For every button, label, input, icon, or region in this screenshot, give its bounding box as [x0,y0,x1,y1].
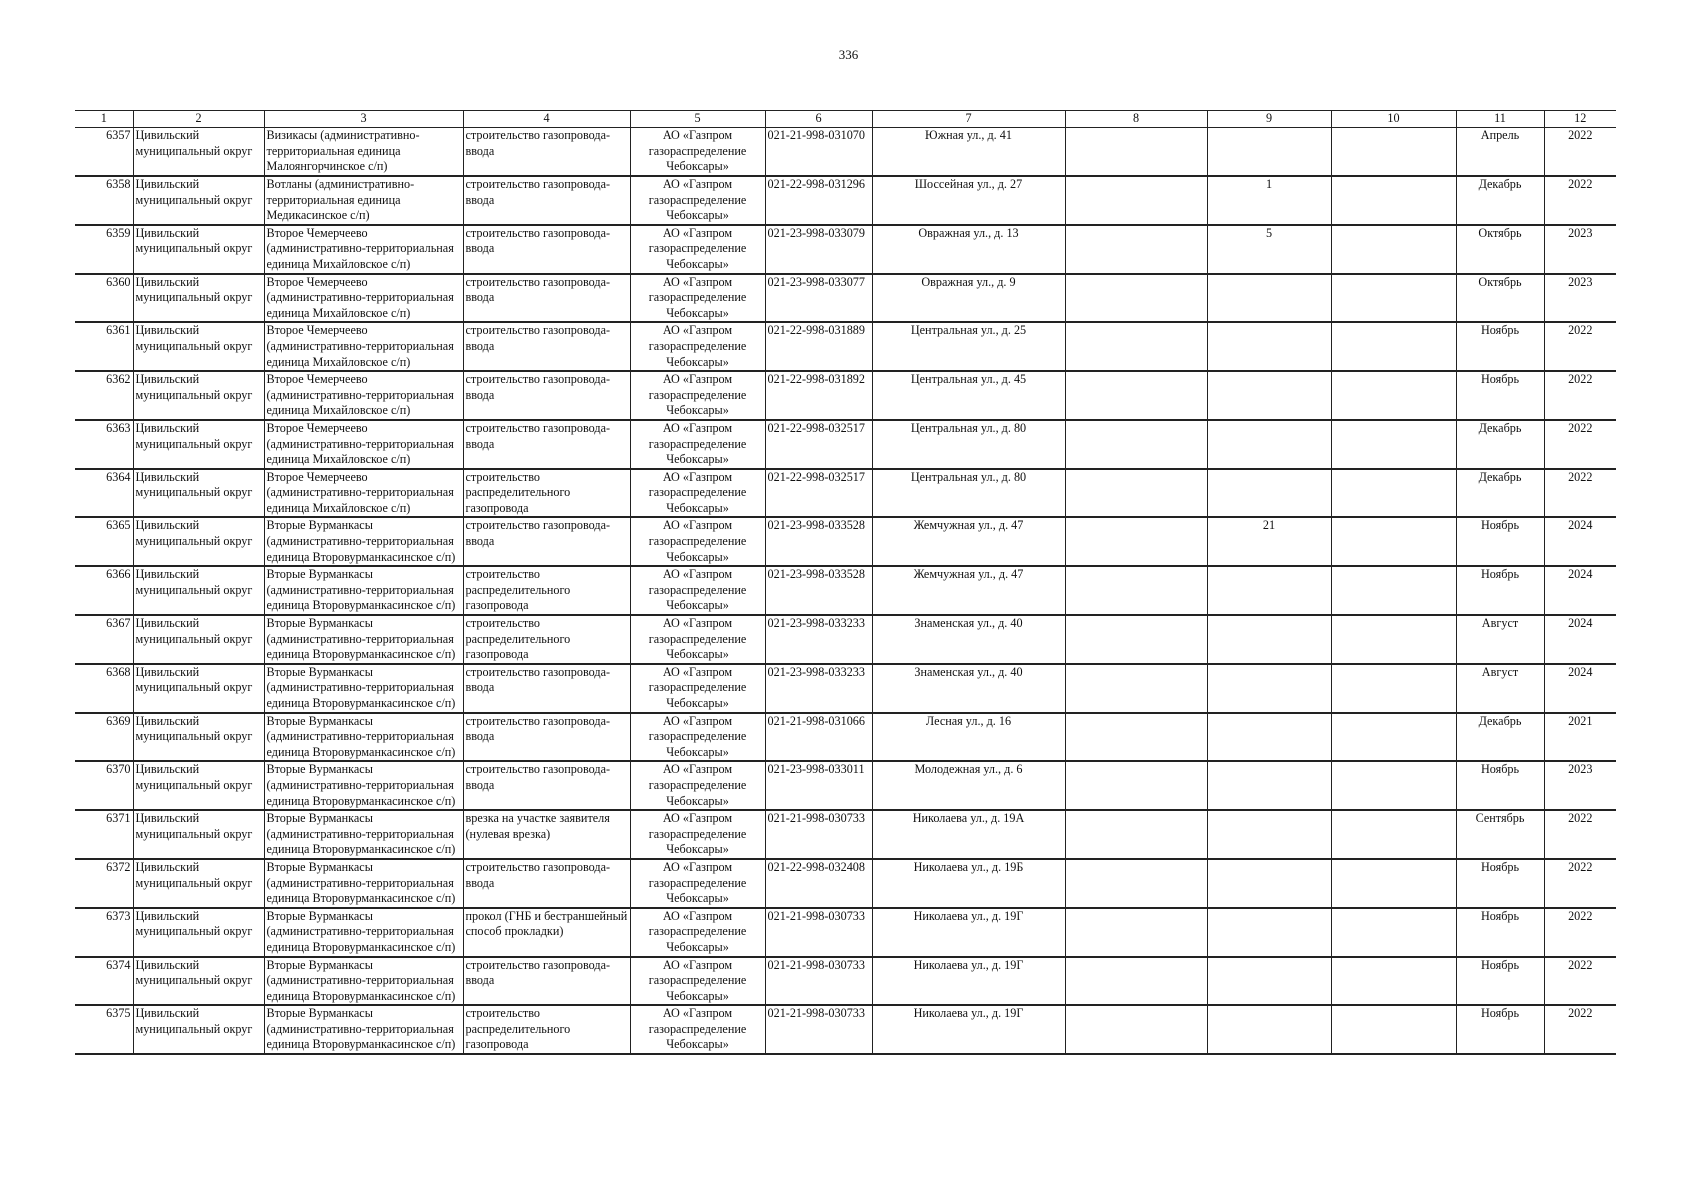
column-9-cell [1207,469,1331,518]
row-number-cell: 6366 [75,566,133,615]
column-10-cell [1331,566,1456,615]
district-cell: Цивильский муниципальный округ [133,517,264,566]
organization-cell: АО «Газпром газораспределение Чебоксары» [630,225,765,274]
column-9-cell [1207,566,1331,615]
row-number-cell: 6370 [75,761,133,810]
district-cell: Цивильский муниципальный округ [133,859,264,908]
column-8-cell [1065,274,1207,323]
row-number-cell: 6360 [75,274,133,323]
locality-cell: Вторые Вурманкасы (административно-территориальная единица Второвурманкасинское с/п) [264,859,463,908]
organization-cell: АО «Газпром газораспределение Чебоксары» [630,517,765,566]
column-number-row [75,111,1616,128]
column-8-cell [1065,1005,1207,1054]
work-type-cell: строительство газопровода-ввода [463,859,630,908]
work-type-cell: строительство газопровода-ввода [463,274,630,323]
row-number-cell: 6362 [75,371,133,420]
address-cell: Овражная ул., д. 13 [872,225,1065,274]
table-row [75,225,1616,274]
column-8-cell [1065,420,1207,469]
table-row [75,615,1616,664]
table-row [75,128,1616,177]
column-10-cell [1331,761,1456,810]
month-cell: Август [1456,615,1544,664]
address-cell: Николаева ул., д. 19Г [872,908,1065,957]
column-9-cell [1207,810,1331,859]
address-cell: Молодежная ул., д. 6 [872,761,1065,810]
work-type-cell: прокол (ГНБ и бестраншейный способ прокладки) [463,908,630,957]
application-code-cell: 021-22-998-032517 [765,469,872,518]
column-9-cell [1207,420,1331,469]
locality-cell: Вторые Вурманкасы (административно-территориальная единица Второвурманкасинское с/п) [264,713,463,762]
month-cell: Октябрь [1456,274,1544,323]
work-type-cell: строительство газопровода-ввода [463,957,630,1006]
table-row [75,908,1616,957]
column-8-cell [1065,615,1207,664]
column-9-cell [1207,1005,1331,1054]
application-code-cell: 021-21-998-030733 [765,957,872,1006]
column-header: 5 [630,111,765,128]
column-8-cell [1065,128,1207,177]
locality-cell: Вторые Вурманкасы (административно-территориальная единица Второвурманкасинское с/п) [264,615,463,664]
district-cell: Цивильский муниципальный округ [133,420,264,469]
year-cell: 2022 [1544,859,1616,908]
organization-cell: АО «Газпром газораспределение Чебоксары» [630,420,765,469]
address-cell: Центральная ул., д. 25 [872,322,1065,371]
row-number-cell: 6373 [75,908,133,957]
organization-cell: АО «Газпром газораспределение Чебоксары» [630,615,765,664]
year-cell: 2022 [1544,469,1616,518]
district-cell: Цивильский муниципальный округ [133,957,264,1006]
column-9-cell [1207,322,1331,371]
work-type-cell: строительство газопровода-ввода [463,761,630,810]
table-row [75,469,1616,518]
organization-cell: АО «Газпром газораспределение Чебоксары» [630,566,765,615]
work-type-cell: строительство распределительного газопровода [463,469,630,518]
address-cell: Николаева ул., д. 19Б [872,859,1065,908]
address-cell: Центральная ул., д. 80 [872,469,1065,518]
application-code-cell: 021-22-998-031296 [765,176,872,225]
column-8-cell [1065,469,1207,518]
month-cell: Декабрь [1456,176,1544,225]
table-row [75,810,1616,859]
column-10-cell [1331,274,1456,323]
month-cell: Декабрь [1456,420,1544,469]
organization-cell: АО «Газпром газораспределение Чебоксары» [630,810,765,859]
application-code-cell: 021-23-998-033528 [765,566,872,615]
year-cell: 2024 [1544,615,1616,664]
column-header: 6 [765,111,872,128]
locality-cell: Второе Чемерчеево (административно-территориальная единица Михайловское с/п) [264,225,463,274]
month-cell: Декабрь [1456,469,1544,518]
month-cell: Ноябрь [1456,1005,1544,1054]
address-cell: Центральная ул., д. 80 [872,420,1065,469]
address-cell: Овражная ул., д. 9 [872,274,1065,323]
column-9-cell [1207,274,1331,323]
work-type-cell: строительство газопровода-ввода [463,517,630,566]
organization-cell: АО «Газпром газораспределение Чебоксары» [630,469,765,518]
locality-cell: Вторые Вурманкасы (административно-территориальная единица Второвурманкасинское с/п) [264,810,463,859]
locality-cell: Вторые Вурманкасы (административно-территориальная единица Второвурманкасинское с/п) [264,957,463,1006]
month-cell: Ноябрь [1456,322,1544,371]
column-header: 9 [1207,111,1331,128]
column-9-cell: 5 [1207,225,1331,274]
row-number-cell: 6367 [75,615,133,664]
column-9-cell: 1 [1207,176,1331,225]
column-10-cell [1331,713,1456,762]
row-number-cell: 6359 [75,225,133,274]
column-10-cell [1331,128,1456,177]
application-code-cell: 021-22-998-031889 [765,322,872,371]
district-cell: Цивильский муниципальный округ [133,761,264,810]
column-8-cell [1065,566,1207,615]
month-cell: Ноябрь [1456,371,1544,420]
month-cell: Ноябрь [1456,761,1544,810]
column-10-cell [1331,420,1456,469]
address-cell: Лесная ул., д. 16 [872,713,1065,762]
year-cell: 2021 [1544,713,1616,762]
column-8-cell [1065,810,1207,859]
month-cell: Ноябрь [1456,517,1544,566]
month-cell: Ноябрь [1456,859,1544,908]
table-row [75,420,1616,469]
district-cell: Цивильский муниципальный округ [133,322,264,371]
column-8-cell [1065,371,1207,420]
work-type-cell: строительство газопровода-ввода [463,128,630,177]
district-cell: Цивильский муниципальный округ [133,469,264,518]
year-cell: 2022 [1544,810,1616,859]
work-type-cell: строительство газопровода-ввода [463,225,630,274]
column-9-cell [1207,713,1331,762]
column-8-cell [1065,225,1207,274]
address-cell: Николаева ул., д. 19Г [872,957,1065,1006]
work-type-cell: строительство газопровода-ввода [463,322,630,371]
locality-cell: Вторые Вурманкасы (административно-территориальная единица Второвурманкасинское с/п) [264,566,463,615]
row-number-cell: 6369 [75,713,133,762]
column-8-cell [1065,176,1207,225]
year-cell: 2024 [1544,566,1616,615]
row-number-cell: 6371 [75,810,133,859]
column-header: 1 [75,111,133,128]
column-9-cell [1207,371,1331,420]
column-10-cell [1331,859,1456,908]
column-10-cell [1331,517,1456,566]
application-code-cell: 021-23-998-033011 [765,761,872,810]
locality-cell: Второе Чемерчеево (административно-территориальная единица Михайловское с/п) [264,371,463,420]
district-cell: Цивильский муниципальный округ [133,371,264,420]
organization-cell: АО «Газпром газораспределение Чебоксары» [630,322,765,371]
district-cell: Цивильский муниципальный округ [133,566,264,615]
row-number-cell: 6368 [75,664,133,713]
column-header: 4 [463,111,630,128]
work-type-cell: строительство газопровода-ввода [463,664,630,713]
month-cell: Апрель [1456,128,1544,177]
table-row [75,713,1616,762]
row-number-cell: 6358 [75,176,133,225]
column-10-cell [1331,810,1456,859]
column-8-cell [1065,664,1207,713]
application-code-cell: 021-23-998-033233 [765,615,872,664]
year-cell: 2022 [1544,322,1616,371]
column-10-cell [1331,371,1456,420]
district-cell: Цивильский муниципальный округ [133,664,264,713]
district-cell: Цивильский муниципальный округ [133,1005,264,1054]
district-cell: Цивильский муниципальный округ [133,176,264,225]
column-header: 2 [133,111,264,128]
column-10-cell [1331,908,1456,957]
month-cell: Август [1456,664,1544,713]
locality-cell: Вторые Вурманкасы (административно-территориальная единица Второвурманкасинское с/п) [264,664,463,713]
table-row [75,957,1616,1006]
table-row [75,664,1616,713]
application-code-cell: 021-21-998-030733 [765,810,872,859]
month-cell: Декабрь [1456,713,1544,762]
year-cell: 2023 [1544,761,1616,810]
column-8-cell [1065,859,1207,908]
district-cell: Цивильский муниципальный округ [133,810,264,859]
column-header: 8 [1065,111,1207,128]
column-9-cell [1207,957,1331,1006]
work-type-cell: врезка на участке заявителя (нулевая врезка) [463,810,630,859]
column-header: 7 [872,111,1065,128]
month-cell: Ноябрь [1456,957,1544,1006]
row-number-cell: 6364 [75,469,133,518]
row-number-cell: 6363 [75,420,133,469]
work-type-cell: строительство газопровода-ввода [463,176,630,225]
organization-cell: АО «Газпром газораспределение Чебоксары» [630,274,765,323]
organization-cell: АО «Газпром газораспределение Чебоксары» [630,1005,765,1054]
organization-cell: АО «Газпром газораспределение Чебоксары» [630,859,765,908]
application-code-cell: 021-23-998-033233 [765,664,872,713]
page-number: 336 [838,47,859,62]
organization-cell: АО «Газпром газораспределение Чебоксары» [630,713,765,762]
row-number-cell: 6375 [75,1005,133,1054]
table-row [75,322,1616,371]
year-cell: 2023 [1544,274,1616,323]
column-header: 10 [1331,111,1456,128]
organization-cell: АО «Газпром газораспределение Чебоксары» [630,664,765,713]
column-8-cell [1065,322,1207,371]
address-cell: Знаменская ул., д. 40 [872,664,1065,713]
organization-cell: АО «Газпром газораспределение Чебоксары» [630,176,765,225]
month-cell: Сентябрь [1456,810,1544,859]
locality-cell: Вотланы (административно-территориальная единица Медикасинское с/п) [264,176,463,225]
application-code-cell: 021-21-998-031066 [765,713,872,762]
address-cell: Жемчужная ул., д. 47 [872,566,1065,615]
work-type-cell: строительство распределительного газопровода [463,1005,630,1054]
address-cell: Николаева ул., д. 19А [872,810,1065,859]
row-number-cell: 6361 [75,322,133,371]
address-cell: Знаменская ул., д. 40 [872,615,1065,664]
organization-cell: АО «Газпром газораспределение Чебоксары» [630,128,765,177]
table-row [75,761,1616,810]
column-9-cell [1207,908,1331,957]
locality-cell: Второе Чемерчеево (административно-территориальная единица Михайловское с/п) [264,469,463,518]
column-9-cell [1207,761,1331,810]
column-10-cell [1331,615,1456,664]
year-cell: 2022 [1544,176,1616,225]
table-row [75,566,1616,615]
column-10-cell [1331,957,1456,1006]
work-type-cell: строительство распределительного газопровода [463,566,630,615]
work-type-cell: строительство распределительного газопровода [463,615,630,664]
application-code-cell: 021-21-998-030733 [765,1005,872,1054]
table-row [75,371,1616,420]
column-10-cell [1331,664,1456,713]
work-type-cell: строительство газопровода-ввода [463,371,630,420]
year-cell: 2022 [1544,420,1616,469]
application-code-cell: 021-21-998-030733 [765,908,872,957]
year-cell: 2022 [1544,371,1616,420]
year-cell: 2022 [1544,957,1616,1006]
application-code-cell: 021-22-998-031892 [765,371,872,420]
column-9-cell [1207,128,1331,177]
district-cell: Цивильский муниципальный округ [133,225,264,274]
application-code-cell: 021-23-998-033079 [765,225,872,274]
locality-cell: Второе Чемерчеево (административно-территориальная единица Михайловское с/п) [264,322,463,371]
table-row [75,274,1616,323]
column-10-cell [1331,322,1456,371]
organization-cell: АО «Газпром газораспределение Чебоксары» [630,761,765,810]
locality-cell: Вторые Вурманкасы (административно-территориальная единица Второвурманкасинское с/п) [264,517,463,566]
address-cell: Южная ул., д. 41 [872,128,1065,177]
month-cell: Октябрь [1456,225,1544,274]
district-cell: Цивильский муниципальный округ [133,908,264,957]
column-10-cell [1331,176,1456,225]
year-cell: 2024 [1544,517,1616,566]
application-code-cell: 021-23-998-033077 [765,274,872,323]
table-row [75,859,1616,908]
locality-cell: Второе Чемерчеево (административно-территориальная единица Михайловское с/п) [264,274,463,323]
year-cell: 2024 [1544,664,1616,713]
application-code-cell: 021-22-998-032517 [765,420,872,469]
row-number-cell: 6365 [75,517,133,566]
table-row [75,1005,1616,1054]
row-number-cell: 6357 [75,128,133,177]
month-cell: Ноябрь [1456,908,1544,957]
row-number-cell: 6374 [75,957,133,1006]
column-header: 3 [264,111,463,128]
year-cell: 2022 [1544,908,1616,957]
organization-cell: АО «Газпром газораспределение Чебоксары» [630,957,765,1006]
address-cell: Николаева ул., д. 19Г [872,1005,1065,1054]
column-8-cell [1065,761,1207,810]
gasification-table [75,110,1616,1055]
district-cell: Цивильский муниципальный округ [133,274,264,323]
district-cell: Цивильский муниципальный округ [133,128,264,177]
locality-cell: Вторые Вурманкасы (административно-территориальная единица Второвурманкасинское с/п) [264,1005,463,1054]
locality-cell: Вторые Вурманкасы (административно-территориальная единица Второвурманкасинское с/п) [264,908,463,957]
column-10-cell [1331,469,1456,518]
year-cell: 2023 [1544,225,1616,274]
column-10-cell [1331,225,1456,274]
column-9-cell [1207,859,1331,908]
row-number-cell: 6372 [75,859,133,908]
column-8-cell [1065,517,1207,566]
locality-cell: Вторые Вурманкасы (административно-территориальная единица Второвурманкасинское с/п) [264,761,463,810]
column-8-cell [1065,957,1207,1006]
work-type-cell: строительство газопровода-ввода [463,713,630,762]
application-code-cell: 021-23-998-033528 [765,517,872,566]
month-cell: Ноябрь [1456,566,1544,615]
organization-cell: АО «Газпром газораспределение Чебоксары» [630,371,765,420]
column-8-cell [1065,908,1207,957]
column-8-cell [1065,713,1207,762]
locality-cell: Визикасы (административно-территориальная единица Малоянгорчинское с/п) [264,128,463,177]
table-row [75,517,1616,566]
year-cell: 2022 [1544,1005,1616,1054]
column-header: 12 [1544,111,1616,128]
district-cell: Цивильский муниципальный округ [133,615,264,664]
district-cell: Цивильский муниципальный округ [133,713,264,762]
table-row [75,176,1616,225]
application-code-cell: 021-21-998-031070 [765,128,872,177]
column-9-cell [1207,664,1331,713]
address-cell: Жемчужная ул., д. 47 [872,517,1065,566]
organization-cell: АО «Газпром газораспределение Чебоксары» [630,908,765,957]
column-9-cell: 21 [1207,517,1331,566]
locality-cell: Второе Чемерчеево (административно-территориальная единица Михайловское с/п) [264,420,463,469]
application-code-cell: 021-22-998-032408 [765,859,872,908]
column-header: 11 [1456,111,1544,128]
column-10-cell [1331,1005,1456,1054]
column-9-cell [1207,615,1331,664]
address-cell: Центральная ул., д. 45 [872,371,1065,420]
address-cell: Шоссейная ул., д. 27 [872,176,1065,225]
work-type-cell: строительство газопровода-ввода [463,420,630,469]
year-cell: 2022 [1544,128,1616,177]
